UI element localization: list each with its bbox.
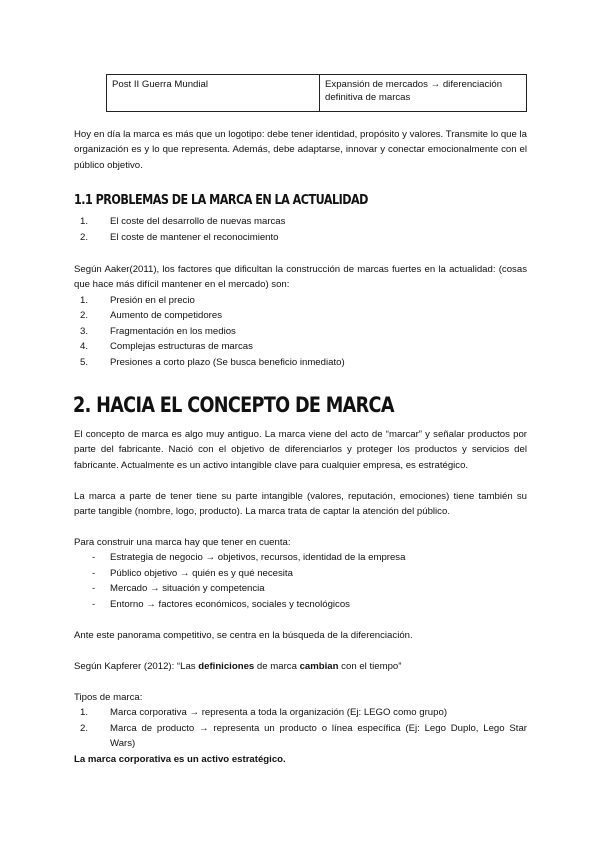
aaker-paragraph: Según Aaker(2011), los factores que dificultan la construcción de marcas fuertes en la actualidad: (cosas que hace más difícil mantener en el mercado) son: [74, 264, 527, 291]
differentiation-paragraph: Ante este panorama competitivo, se centra en la búsqueda de la diferenciación. [74, 630, 413, 641]
intro-paragraph: Hoy en día la marca es más que un logotipo: debe tener identidad, propósito y valores. Transmite lo que la organización es y lo que representa. Además, debe adaptarse, innovar y conectar emocionalmente con el público objetivo. [74, 129, 527, 171]
document-page: Post II Guerra Mundial Expansión de mercados → diferenciación definitiva de marcas Hoy en día la marca es más que un logotipo: debe tener identidad, propósito y valores. Transmite lo que la organización es y lo que representa. Además, debe adaptarse, innovar y conectar emocionalmente con el público objetivo. 1.1 PROBLEMAS DE LA MARCA EN LA ACTUALIDAD 1. El coste del desarrollo de nuevas marcas 2. El coste de mantener el reconocimiento Según Aaker(2011), los factores que dificultan la construcción de marcas fuertes en la actualidad: (cosas que hace más difícil mantener en el mercado) son: 1. Presión en el precio 2. Aumento de competidores 3. Fragmentación en los medios 4. Complejas estructuras de marcas 5. Presiones a corto plazo (Se busca beneficio inmediato) 2. HACIA EL CONCEPTO DE MARCA El concepto de marca es algo muy antiguo. La marca viene del acto de “marcar” y señalar productos por parte del fabricante. Nació con el objetivo de diferenciarlos y proteger los productos y servicios del fabricante. Actualmente es un activo intangible clave para cualquier empresa, es estratégico. La marca a parte de tener tiene su parte intangible (valores, reputación, emociones) tiene también su parte tangible (nombre, logo, producto). La marca trata de captar la atención del público. Para construir una marca hay que tener en cuenta: - Estrategia de negocio → objetivos, recursos, identidad de la empresa - Público objetivo → quién es y qué necesita - Mercado → situación y competencia - Entorno → factores económicos, sociales y tecnológicos Ante este panorama competitivo, se centra en la búsqueda de la diferenciación. Según Kapferer (2012): “Las definiciones de marca cambian con el tiempo” Tipos de marca: 1. Marca corporativa → representa a toda la organización (Ej: LEGO como grupo) 2. Marca de producto → representa un producto o línea específica (Ej: Lego Duplo, Lego Star Wars) La marca corporativa es un activo estratégico. [0, 0, 600, 848]
table-cell-description: Expansión de mercados → diferenciación definitiva de marcas [320, 75, 527, 112]
table-cell-period: Post II Guerra Mundial [107, 75, 320, 112]
kapferer-quote: Según Kapferer (2012): “Las definiciones de marca cambian con el tiempo” [74, 661, 402, 672]
table-row [107, 75, 527, 112]
concept-paragraph: El concepto de marca es algo muy antiguo. La marca viene del acto de “marcar” y señalar productos por parte del fabricante. Nació con el objetivo de diferenciarlos y proteger los productos y servicios del fabricante. Actualmente es un activo intangible clave para cualquier empresa, es estratégico. [74, 429, 527, 471]
closing-statement: La marca corporativa es un activo estratégico. [74, 754, 286, 765]
section-2-heading: 2. HACIA EL CONCEPTO DE MARCA [73, 393, 394, 417]
build-paragraph: Para construir una marca hay que tener en cuenta: [74, 537, 291, 548]
section-1-1-heading: 1.1 PROBLEMAS DE LA MARCA EN LA ACTUALIDAD [74, 193, 368, 208]
tangible-paragraph: La marca a parte de tener tiene su parte intangible (valores, reputación, emociones) tiene también su parte tangible (nombre, logo, producto). La marca trata de captar la atención del público. [74, 491, 527, 518]
brand-types-label: Tipos de marca: [74, 692, 143, 703]
history-table [106, 74, 527, 112]
